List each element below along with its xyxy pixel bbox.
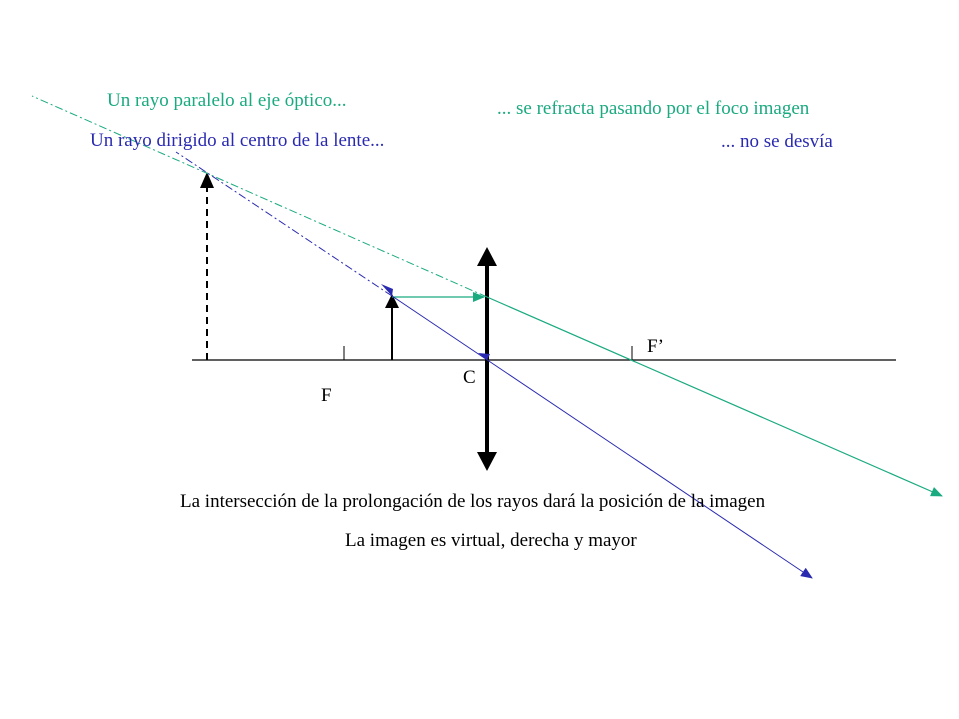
image-type-note: La imagen es virtual, derecha y mayor: [345, 530, 637, 551]
focus-image-label: F’: [647, 336, 664, 357]
refracts-focus-label: ... se refracta pasando por el foco imagen: [497, 98, 810, 119]
parallel-ray-label: Un rayo paralelo al eje óptico...: [107, 90, 347, 111]
center-ray-extension: [176, 152, 392, 296]
object-arrow-icon: [385, 294, 399, 360]
center-ray-label: Un rayo dirigido al centro de la lente...: [90, 130, 385, 151]
parallel-ray-extension: [32, 96, 487, 297]
virtual-image-arrow-icon: [200, 172, 214, 360]
intersection-note: La intersección de la prolongación de los rayos dará la posición de la imagen: [180, 491, 766, 512]
parallel-ray: [392, 297, 942, 496]
not-deviated-label: ... no se desvía: [721, 131, 833, 152]
focus-object-label: F: [321, 385, 332, 406]
center-label: C: [463, 367, 476, 388]
